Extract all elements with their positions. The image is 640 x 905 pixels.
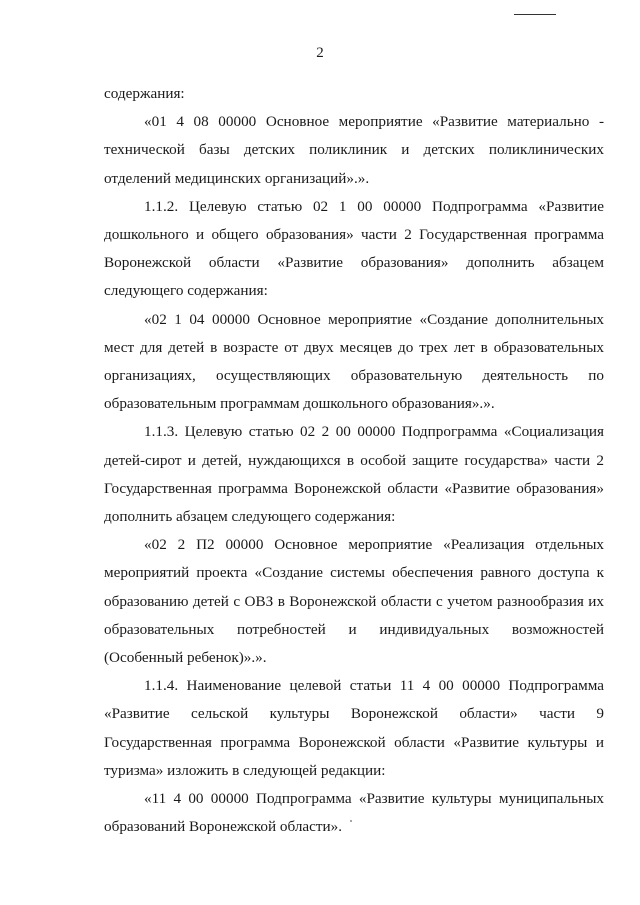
paragraph-quote-02-1-04: «02 1 04 00000 Основное мероприятие «Создание дополнительных мест для детей в возрасте от двух месяцев до трех лет в образовательных организациях, осуществляющих образовательную деятельность по образовательным программам дошкольного образования».». [104,310,604,413]
page-number: 2 [316,45,324,61]
paragraph-quote-02-2-p2: «02 2 П2 00000 Основное мероприятие «Реализация отдельных мероприятий проекта «Создание системы обеспечения равного доступа к образованию детей с ОВЗ в Воронежской области с учетом разнообразия их образовательных потребностей и индивидуальных возможностей (Особенный ребенок)».». [104,536,604,667]
paragraph-1-1-4: 1.1.4. Наименование целевой статьи 11 4 00 00000 Подпрограмма «Развитие сельской культуры Воронежской области» части 9 Государственная программа Воронежской области «Развитие культуры и туризма» изложить в следующей редакции: [104,677,604,779]
paragraph-quote-11-4: «11 4 00 00000 Подпрограмма «Развитие культуры муниципальных образований Воронежской области». [104,790,604,836]
header-rule [514,14,556,15]
paragraph-quote-01-4-08: «01 4 08 00000 Основное мероприятие «Развитие материально - технической базы детских поликлиник и детских поликлинических отделений медицинских организаций».». [104,113,604,187]
paragraph-1-1-2: 1.1.2. Целевую статью 02 1 00 00000 Подпрограмма «Развитие дошкольного и общего образования» части 2 Государственная программа Воронежской области «Развитие образования» дополнить абзацем следующего содержания: [104,197,604,300]
scan-speck [350,820,352,822]
document-body [104,80,604,841]
paragraph-1-1-3: 1.1.3. Целевую статью 02 2 00 00000 Подпрограмма «Социализация детей-сирот и детей, нуждающихся в особой защите государства» части 2 Государственная программа Воронежской области «Развитие образования» дополнить абзацем следующего содержания: [104,423,604,526]
paragraph-continuation: содержания: [104,85,185,102]
